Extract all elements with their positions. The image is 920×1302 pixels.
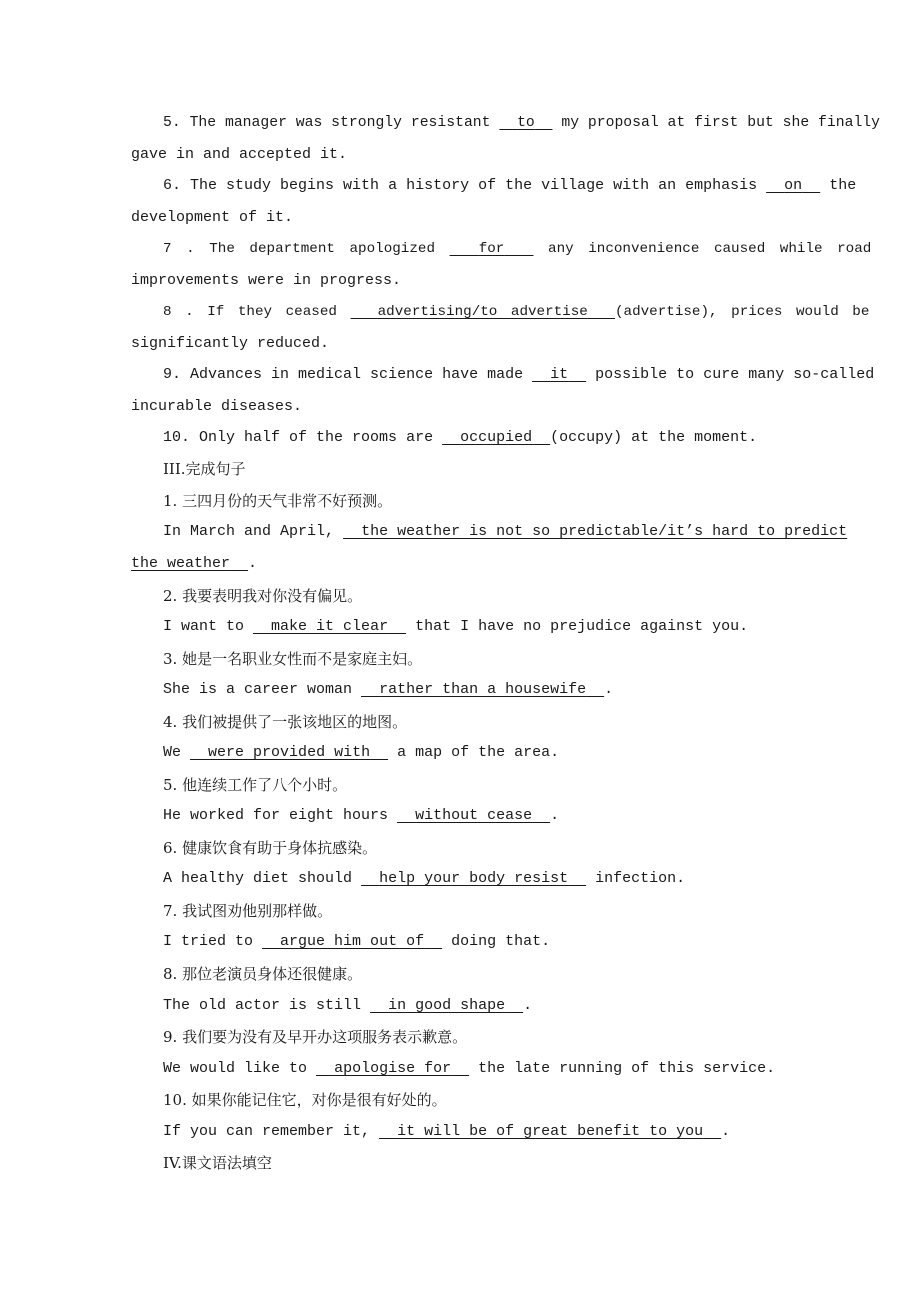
question-7-line-1: 7 . The department apologized for any inconvenience caused while road (163, 241, 872, 257)
answer-9: it (550, 366, 569, 383)
sentence-4-answer: were provided with (208, 744, 371, 761)
sentence-10-chinese: 10. 如果你能记住它，对你是很有好处的。 (163, 1091, 447, 1109)
answer-8: advertising/to advertise (377, 304, 588, 320)
question-6-line-2: development of it. (131, 209, 294, 226)
sentence-8-english: The old actor is still in good shape . (163, 997, 533, 1014)
question-9-line-2: incurable diseases. (131, 398, 303, 415)
sentence-4-chinese: 4. 我们被提供了一张该地区的地图。 (163, 713, 408, 731)
sentence-10-english: If you can remember it, it will be of great benefit to you . (163, 1123, 731, 1140)
sentence-3-english: She is a career woman rather than a housewife . (163, 681, 614, 698)
answer-6: on (784, 177, 803, 194)
sentence-6-english: A healthy diet should help your body resist infection. (163, 870, 686, 887)
sentence-1-answer-part-2: the weather (131, 555, 231, 572)
question-8-line-2: significantly reduced. (131, 335, 330, 352)
sentence-3-chinese: 3. 她是一名职业女性而不是家庭主妇。 (163, 650, 423, 668)
sentence-1-chinese: 1. 三四月份的天气非常不好预测。 (163, 492, 393, 510)
question-10-line: 10. Only half of the rooms are occupied (occupy) at the moment. (163, 429, 758, 446)
sentence-7-chinese: 7. 我试图劝他别那样做。 (163, 902, 333, 920)
section-iii-heading: III.完成句子 (163, 460, 246, 478)
question-7-line-2: improvements were in progress. (131, 272, 402, 289)
sentence-5-chinese: 5. 他连续工作了八个小时。 (163, 776, 348, 794)
question-6-line-1: 6. The study begins with a history of the village with an emphasis on the (163, 177, 857, 194)
sentence-2-chinese: 2. 我要表明我对你没有偏见。 (163, 587, 363, 605)
sentence-7-answer: argue him out of (280, 933, 425, 950)
answer-7: for (478, 241, 505, 257)
sentence-2-answer: make it clear (271, 618, 389, 635)
sentence-1-line-2: the weather . (131, 555, 258, 572)
answer-10: occupied (460, 429, 533, 446)
sentence-7-english: I tried to argue him out of doing that. (163, 933, 551, 950)
answer-5: to (517, 115, 535, 131)
sentence-4-english: We were provided with a map of the area. (163, 744, 560, 761)
section-iv-heading: IV.课文语法填空 (163, 1154, 272, 1172)
sentence-10-answer: it will be of great benefit to you (397, 1123, 704, 1140)
sentence-5-english: He worked for eight hours without cease . (163, 807, 560, 824)
question-9-line-1: 9. Advances in medical science have made it possible to cure many so-called (163, 366, 875, 383)
sentence-5-answer: without cease (415, 807, 533, 824)
sentence-1-answer-part-1: the weather is not so predictable/it’s hard to predict (361, 523, 848, 540)
sentence-9-english: We would like to apologise for the late running of this service. (163, 1060, 776, 1077)
sentence-2-english: I want to make it clear that I have no prejudice against you. (163, 618, 749, 635)
sentence-8-chinese: 8. 那位老演员身体还很健康。 (163, 965, 363, 983)
sentence-9-answer: apologise for (334, 1060, 452, 1077)
question-5-line-2: gave in and accepted it. (131, 146, 348, 163)
question-5-line-1: 5. The manager was strongly resistant to my proposal at first but she finally (163, 115, 880, 131)
sentence-9-chinese: 9. 我们要为没有及早开办这项服务表示歉意。 (163, 1028, 468, 1046)
sentence-6-answer: help your body resist (379, 870, 569, 887)
question-8-line-1: 8 . If they ceased advertising/to advertise (advertise), prices would be (163, 304, 870, 320)
sentence-1-line-1: In March and April, the weather is not so predictable/it’s hard to predict (163, 523, 848, 540)
sentence-8-answer: in good shape (388, 997, 506, 1014)
sentence-6-chinese: 6. 健康饮食有助于身体抗感染。 (163, 839, 378, 857)
sentence-3-answer: rather than a housewife (379, 681, 587, 698)
